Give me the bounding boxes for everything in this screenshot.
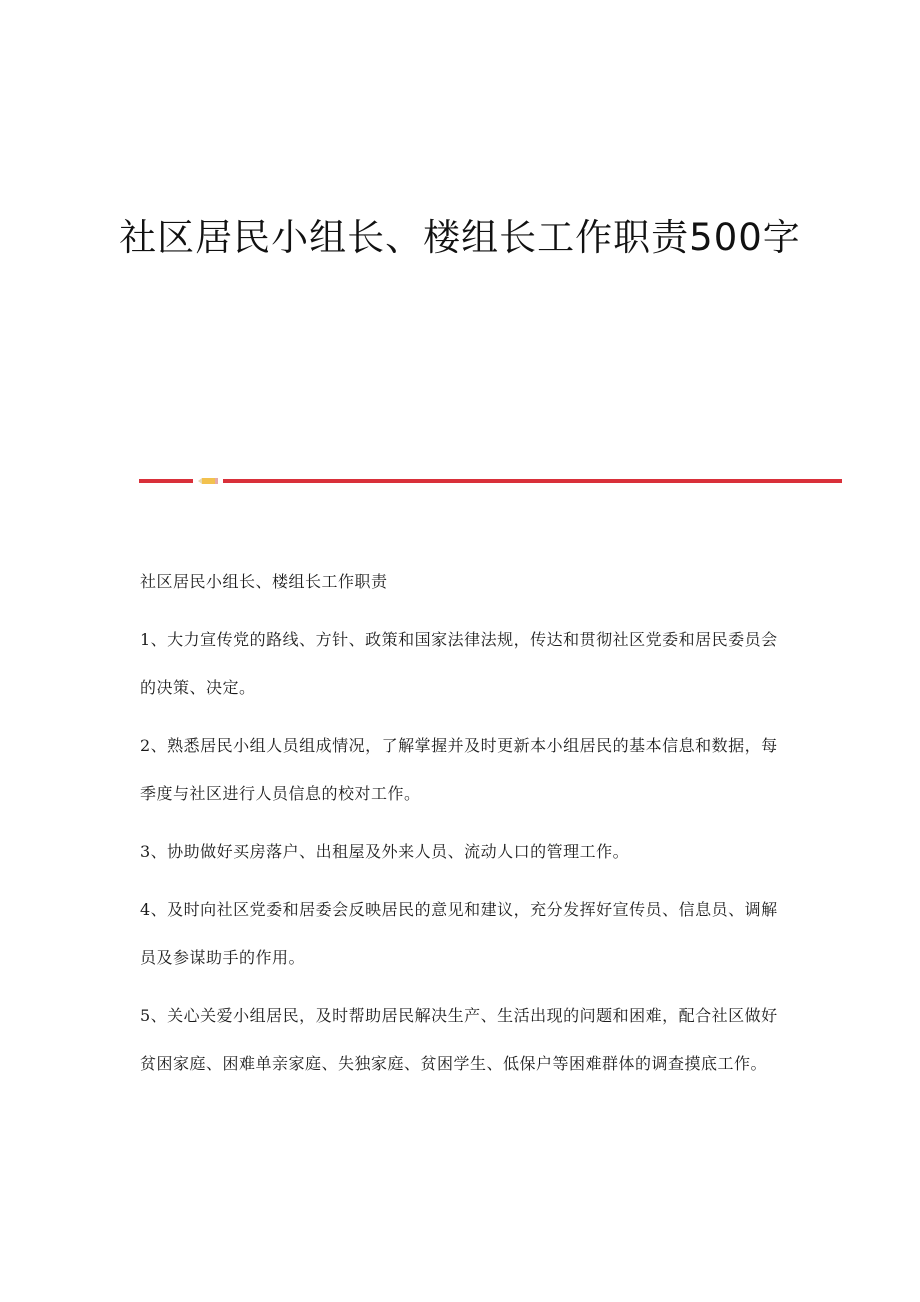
duty-item-5: 5、关心关爱小组居民，及时帮助居民解决生产、生活出现的问题和困难，配合社区做好贫困家庭、困难单亲家庭、失独家庭、贫困学生、低保户等困难群体的调查摸底工作。 [140, 1006, 778, 1073]
duty-item-4: 4、及时向社区党委和居委会反映居民的意见和建议，充分发挥好宣传员、信息员、调解员及参谋助手的作用。 [140, 900, 778, 967]
title-divider [139, 477, 842, 485]
pencil-icon [198, 477, 218, 485]
document-body [140, 558, 790, 1098]
duty-item-3: 3、协助做好买房落户、出租屋及外来人员、流动人口的管理工作。 [140, 842, 630, 861]
duty-item-1: 1、大力宣传党的路线、方针、政策和国家法律法规，传达和贯彻社区党委和居民委员会的决策、决定。 [140, 630, 778, 697]
section-heading: 社区居民小组长、楼组长工作职责 [140, 572, 388, 591]
duty-item-2: 2、熟悉居民小组人员组成情况，了解掌握并及时更新本小组居民的基本信息和数据，每季度与社区进行人员信息的校对工作。 [140, 736, 778, 803]
page-title: 社区居民小组长、楼组长工作职责500字 [119, 216, 801, 259]
divider-bar-right [223, 479, 842, 483]
divider-bar-left [139, 479, 193, 483]
